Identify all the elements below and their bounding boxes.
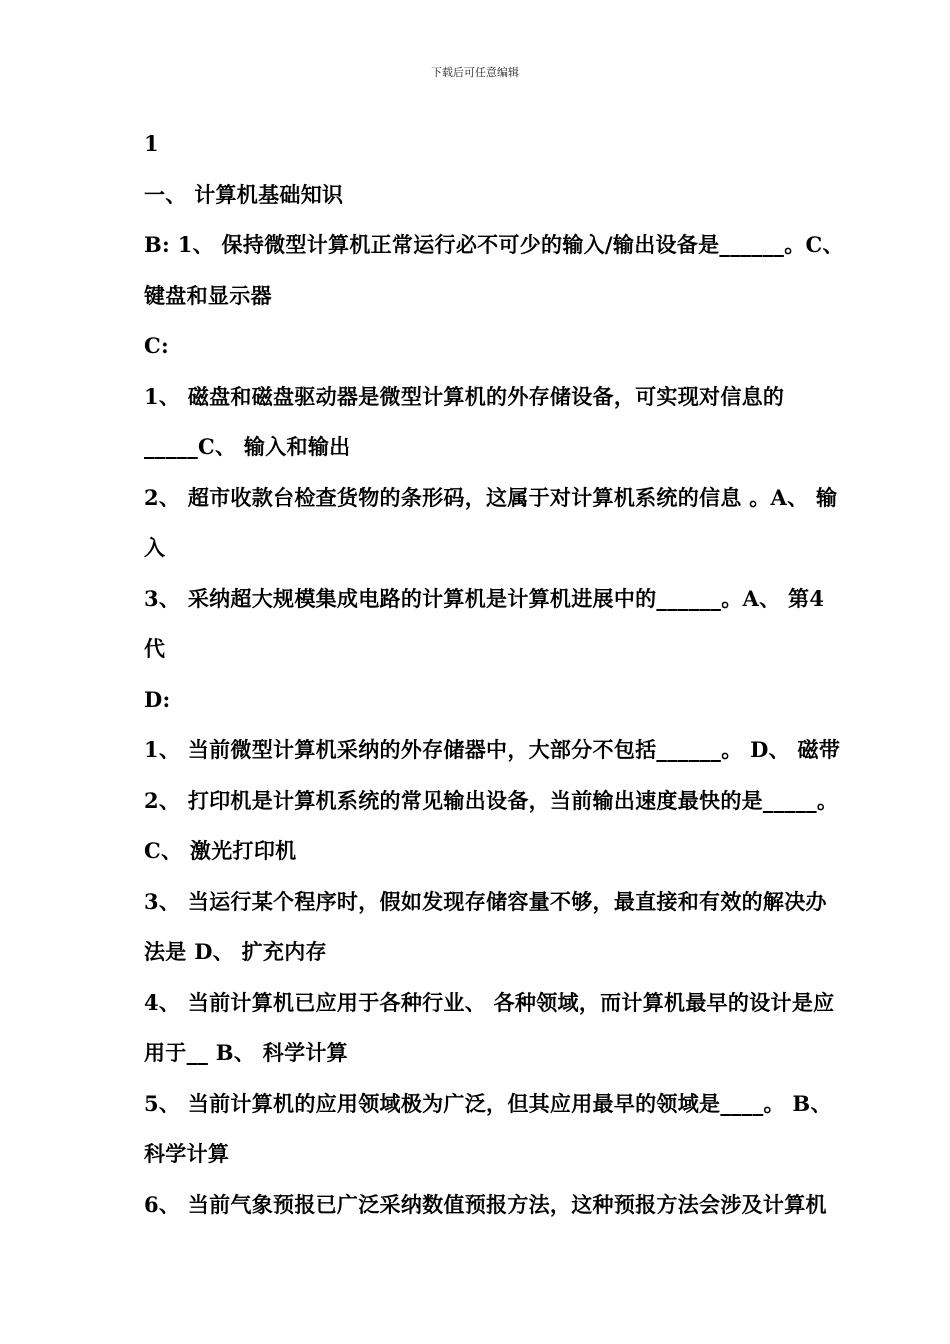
text-line: 4、 当前计算机已应用于各种行业、 各种领域，而计算机最早的设计是应 — [144, 989, 835, 1015]
text-line: 6、 当前气象预报已广泛采纳数值预报方法，这种预报方法会涉及计算机 — [144, 1191, 827, 1217]
text-line: 用于__ B、 科学计算 — [144, 1040, 348, 1065]
text-line: 法是 D、 扩充内存 — [144, 939, 327, 964]
text-line: 键盘和显示器 — [144, 282, 272, 308]
text-line: 2、 打印机是计算机系统的常见输出设备，当前输出速度最快的是_____。 — [144, 787, 839, 813]
text-line: 2、 超市收款台检查货物的条形码，这属于对计算机系统的信息 。A、 输 — [144, 484, 838, 510]
document-body — [144, 119, 904, 1230]
text-line: 1、 磁盘和磁盘驱动器是微型计算机的外存储设备，可实现对信息的 — [144, 383, 785, 409]
group-label: C: — [144, 333, 170, 358]
text-line: 3、 采纳超大规模集成电路的计算机是计算机进展中的______。A、 第4 — [144, 585, 825, 611]
text-line: 5、 当前计算机的应用领域极为广泛，但其应用最早的领域是____。 B、 — [144, 1090, 832, 1116]
page-number: 1 — [144, 131, 159, 156]
group-label: D: — [144, 686, 171, 712]
text-line: _____C、 输入和输出 — [144, 434, 351, 459]
text-line: 科学计算 — [144, 1141, 230, 1166]
text-line: 入 — [144, 535, 166, 560]
page-header: 下载后可任意编辑 — [431, 66, 519, 79]
text-line: B: 1、 保持微型计算机正常运行必不可少的输入/输出设备是______。C、 — [144, 232, 844, 257]
section-heading: 一、 计算机基础知识 — [144, 181, 344, 207]
text-line: 1、 当前微型计算机采纳的外存储器中，大部分不包括______。 D、 磁带 — [144, 737, 841, 762]
text-line: 代 — [144, 636, 166, 661]
text-line: C、 激光打印机 — [144, 838, 297, 863]
text-line: 3、 当运行某个程序时，假如发现存储容量不够，最直接和有效的解决办 — [144, 888, 827, 914]
